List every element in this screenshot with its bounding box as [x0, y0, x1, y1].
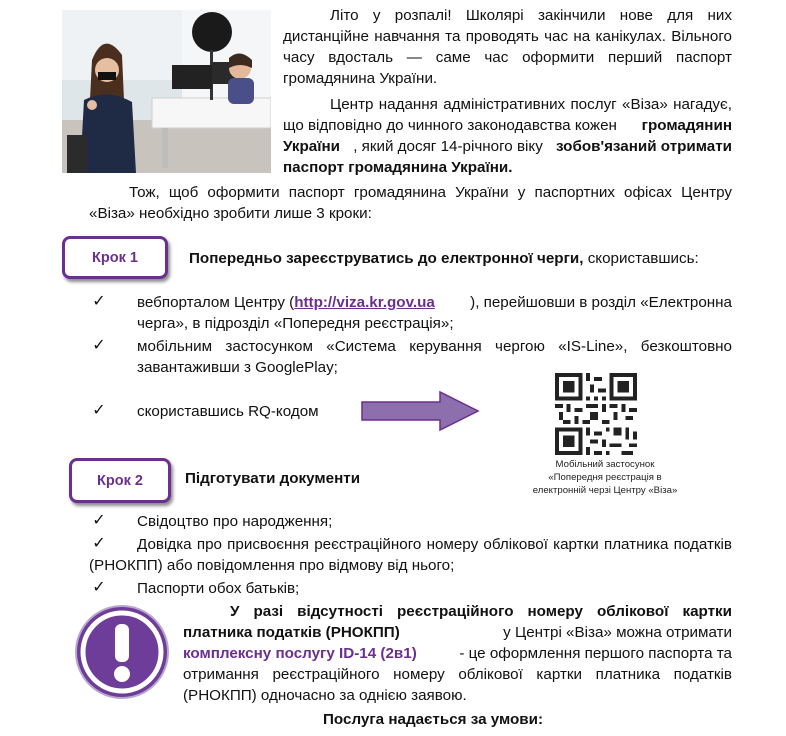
step-1-item-1-text-end: ), перейшовши в розділ «Електронна — [470, 294, 732, 311]
notice-line-1: У разі відсутності реєстраційного номеру облікової картки — [230, 603, 732, 620]
step-1-badge: Крок 1 — [62, 236, 168, 279]
step-2-title: Підготувати документи — [185, 470, 361, 487]
step-1-item-2-line-2: завантаживши з GooglePlay; — [137, 359, 338, 376]
intro-line-2: дистанційне навчання та проводять час на канікулах. Вільного — [283, 28, 732, 45]
step-1-item-1-line-1 — [137, 293, 732, 313]
check-icon: ✓ — [92, 337, 106, 354]
step-1-item-3: скориставшись RQ-кодом — [137, 403, 319, 420]
intro-line-6 — [283, 116, 732, 136]
check-icon: ✓ — [92, 293, 106, 310]
check-icon: ✓ — [92, 402, 106, 419]
notice-footer: Послуга надається за умови: — [323, 711, 544, 728]
qr-caption-line-3: електронній черзі Центру «Віза» — [532, 485, 678, 496]
step-1-item-2-line-1: мобільним застосунком «Система керування чергою «IS-Line», безкоштовно — [137, 338, 732, 355]
intro-line-10: «Віза» необхідно зробити лише 3 кроки: — [89, 205, 372, 222]
step-2-item-2-line-2: (РНОКПП) або повідомлення про відмову від нього; — [89, 557, 455, 574]
intro-line-7-bold-a: України — [283, 138, 340, 155]
intro-line-1: Літо у розпалі! Школярі закінчили нове для них — [330, 7, 732, 24]
step-2-item-2-line-1: Довідка про присвоєння реєстраційного номеру облікової картки платника податків — [137, 536, 732, 553]
right-arrow-icon — [360, 390, 482, 432]
notice-line-5: (РНОКПП) одночасно за однією заявою. — [183, 687, 467, 704]
intro-line-5: Центр надання адміністративних послуг «Віза» нагадує, — [330, 96, 732, 113]
notice-line-3-text: - це оформлення першого паспорта та — [459, 645, 732, 662]
notice-line-2 — [183, 623, 732, 643]
intro-line-8: паспорт громадянина України. — [283, 159, 513, 176]
step-1-item-1-line-2: черга», в підрозділ «Попередня реєстрація»; — [137, 315, 454, 332]
notice-line-2-text: у Центрі «Віза» можна отримати — [503, 624, 732, 641]
exclamation-icon — [74, 604, 170, 700]
complex-service-id14: комплексну послугу ID-14 (2в1) — [183, 645, 417, 662]
step-2-badge: Крок 2 — [69, 458, 171, 503]
check-icon: ✓ — [92, 579, 106, 596]
step-1-title-rest: скориставшись: — [583, 250, 699, 267]
intro-line-6-bold: громадянин — [641, 117, 732, 134]
qr-caption — [520, 458, 690, 497]
qr-code-icon[interactable] — [555, 373, 637, 455]
qr-caption-line-1: Мобільний застосунок — [555, 459, 655, 470]
step-1-title — [189, 249, 699, 269]
step-1-title-bold: Попередньо зареєструватись до електронної черги, — [189, 250, 584, 267]
intro-line-7-bold-b: зобов'язаний отримати — [556, 138, 732, 155]
notice-line-4: отримання реєстраційного номеру облікової картки платника податків — [183, 666, 732, 683]
check-icon: ✓ — [92, 512, 106, 529]
viza-portal-link[interactable]: http://viza.kr.gov.ua — [294, 294, 435, 311]
check-icon: ✓ — [92, 535, 106, 552]
intro-line-6-text: що відповідно до чинного законодавства кожен — [283, 117, 617, 134]
step-2-item-1: Свідоцтво про народження; — [137, 513, 333, 530]
step-1-item-1-text: вебпорталом Центру ( — [137, 294, 295, 311]
step-2-item-3: Паспорти обох батьків; — [137, 580, 300, 597]
office-photo — [62, 10, 271, 173]
notice-line-3 — [183, 644, 732, 664]
intro-line-7 — [283, 137, 732, 157]
intro-line-3: часу вдосталь — саме час оформити перший паспорт — [283, 49, 732, 66]
notice-line-2-bold: платника податків (РНОКПП) — [183, 624, 400, 641]
intro-line-7-text: , який досяг 14-річного віку — [353, 138, 543, 155]
intro-line-9: Тож, щоб оформити паспорт громадянина України у паспортних офісах Центру — [129, 184, 732, 201]
qr-caption-line-2: «Попередня реєстрація в — [548, 472, 662, 483]
intro-line-4: громадянина України. — [283, 70, 438, 87]
